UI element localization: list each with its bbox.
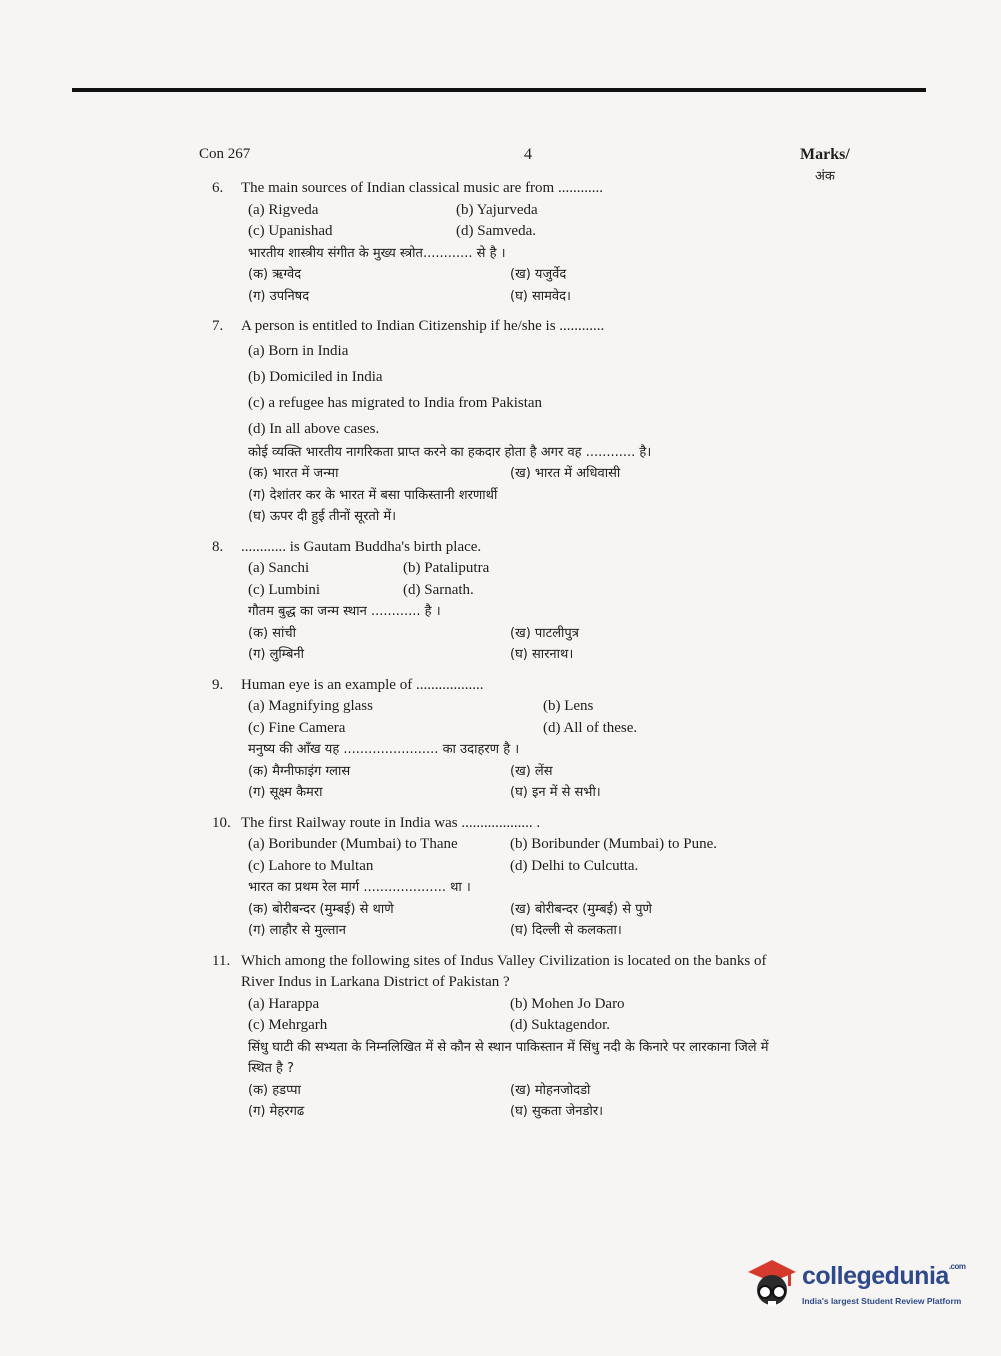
question-9 (212, 675, 802, 804)
option-hindi: (ख) पाटलीपुत्र (510, 625, 579, 641)
question-8 (212, 537, 802, 666)
question-text-hindi: भारत का प्रथम रेल मार्ग .................... था । (248, 880, 471, 895)
option-hindi: (घ) सामवेद। (510, 288, 571, 304)
question-text: The main sources of Indian classical music are from ............ (241, 180, 603, 196)
option-hindi: (घ) सारनाथ। (510, 647, 574, 662)
logo-tagline: India's largest Student Review Platform (802, 1296, 962, 1306)
option: (b) Mohen Jo Daro (510, 995, 625, 1012)
option-hindi: (घ) दिल्ली से कलकता। (510, 923, 622, 938)
mascot-icon (744, 1254, 800, 1314)
option: (d) Delhi to Culcutta. (510, 857, 639, 874)
option-hindi: (ख) मोहनजोदडो (510, 1082, 591, 1098)
top-rule (72, 88, 926, 92)
option: (d) Suktagendor. (510, 1017, 610, 1033)
option: (b) Pataliputra (403, 560, 490, 576)
question-text-hindi: गौतम बुद्ध का जन्म स्थान ............ है । (248, 604, 441, 619)
option: (b) Domiciled in India (248, 368, 383, 385)
option-hindi: (घ) इन में से सभी। (510, 785, 601, 800)
question-number: 8. (212, 538, 224, 555)
option: (c) Upanishad (248, 223, 333, 239)
question-text-hindi: सिंधु घाटी की सभ्यता के निम्नलिखित में से कौन से स्थान पाकिस्तान में सिंधु नदी के किनारे पर लारकाना जिले में स्थित है ? (248, 1039, 769, 1076)
question-number: 7. (212, 318, 224, 334)
option: (d) All of these. (543, 719, 638, 736)
option-hindi: (क) भारत में जन्मा (248, 466, 339, 481)
question-text: Human eye is an example of .................. (241, 676, 484, 693)
option-hindi: (क) हडप्पा (248, 1082, 301, 1098)
option-hindi: (क) बोरीबन्दर (मुम्बई) से थाणे (248, 901, 394, 917)
option-hindi: (ग) उपनिषद (248, 288, 310, 304)
option: (b) Lens (543, 698, 594, 714)
paper-code: Con 267 (199, 146, 251, 162)
logo-brand: collegedunia$^{.com}$ (802, 1262, 966, 1290)
collegedunia-logo[interactable] (744, 1254, 969, 1314)
question-text-hindi: भारतीय शास्त्रीय संगीत के मुख्य स्त्रोत............ से है । (248, 245, 506, 261)
option: (b) Yajurveda (456, 201, 538, 218)
option: (a) Sanchi (248, 560, 310, 576)
option-hindi: (ख) लेंस (510, 763, 553, 779)
option-hindi: (ख) भारत में अधिवासी (510, 466, 621, 481)
option: (c) a refugee has migrated to India from Pakistan (248, 394, 543, 411)
option: (a) Born in India (248, 342, 349, 359)
question-text-hindi: मनुष्य की आँख यह ....................... का उदाहरण है । (248, 742, 520, 757)
page-number: 4 (524, 146, 532, 163)
option: (c) Lumbini (248, 581, 321, 598)
option: (d) Samveda. (456, 223, 536, 239)
option: (a) Harappa (248, 995, 320, 1012)
question-number: 6. (212, 180, 224, 196)
option: (c) Mehrgarh (248, 1017, 328, 1033)
question-text: ............ is Gautam Buddha's birth place. (241, 538, 482, 555)
option-hindi: (ग) देशांतर कर के भारत में बसा पाकिस्तानी शरणार्थी (248, 487, 498, 503)
option-hindi: (ग) सूक्ष्म कैमरा (248, 785, 323, 800)
option-hindi: (घ) ऊपर दी हुई तीनों सूरतो में। (248, 509, 397, 524)
option: (b) Boribunder (Mumbai) to Pune. (510, 836, 718, 852)
marks-heading: Marks/ (800, 146, 850, 163)
marks-heading-hindi: अंक (815, 169, 835, 184)
question-number: 9. (212, 676, 224, 693)
question-text-hindi: कोई व्यक्ति भारतीय नागरिकता प्राप्त करने का हकदार होता है अगर वह ............ है। (248, 444, 652, 460)
option-hindi: (ख) यजुर्वेद (510, 267, 567, 282)
option-hindi: (घ) सुकता जेनडोर। (510, 1104, 604, 1119)
question-6 (212, 178, 802, 307)
question-number: 11. (212, 952, 231, 969)
option-hindi: (ख) बोरीबन्दर (मुम्बई) से पुणे (510, 901, 652, 917)
option: (a) Magnifying glass (248, 698, 373, 714)
question-list (212, 178, 802, 1132)
question-10 (212, 813, 802, 942)
question-11 (212, 951, 802, 1123)
option: (d) Sarnath. (403, 581, 474, 598)
option-hindi: (क) मैग्नीफाइंग ग्लास (248, 763, 351, 779)
option-hindi: (क) ऋग्वेद (248, 267, 302, 282)
option: (c) Lahore to Multan (248, 857, 374, 874)
question-text: Which among the following sites of Indus Valley Civilization is located on the banks of River Indus in Larkana District of Pakistan ? (241, 952, 767, 990)
option: (d) In all above cases. (248, 420, 380, 437)
question-text: A person is entitled to Indian Citizenship if he/she is ............ (241, 318, 605, 334)
option-hindi: (ग) लुम्बिनी (248, 647, 305, 662)
option-hindi: (ग) मेहरगढ (248, 1104, 305, 1119)
option: (a) Rigveda (248, 201, 319, 218)
option: (c) Fine Camera (248, 719, 346, 736)
option-hindi: (ग) लाहौर से मुल्तान (248, 923, 346, 938)
question-number: 10. (212, 814, 231, 831)
option: (a) Boribunder (Mumbai) to Thane (248, 836, 458, 852)
option-hindi: (क) सांची (248, 625, 297, 641)
question-7 (212, 316, 802, 528)
question-text: The first Railway route in India was ................... . (241, 814, 541, 831)
